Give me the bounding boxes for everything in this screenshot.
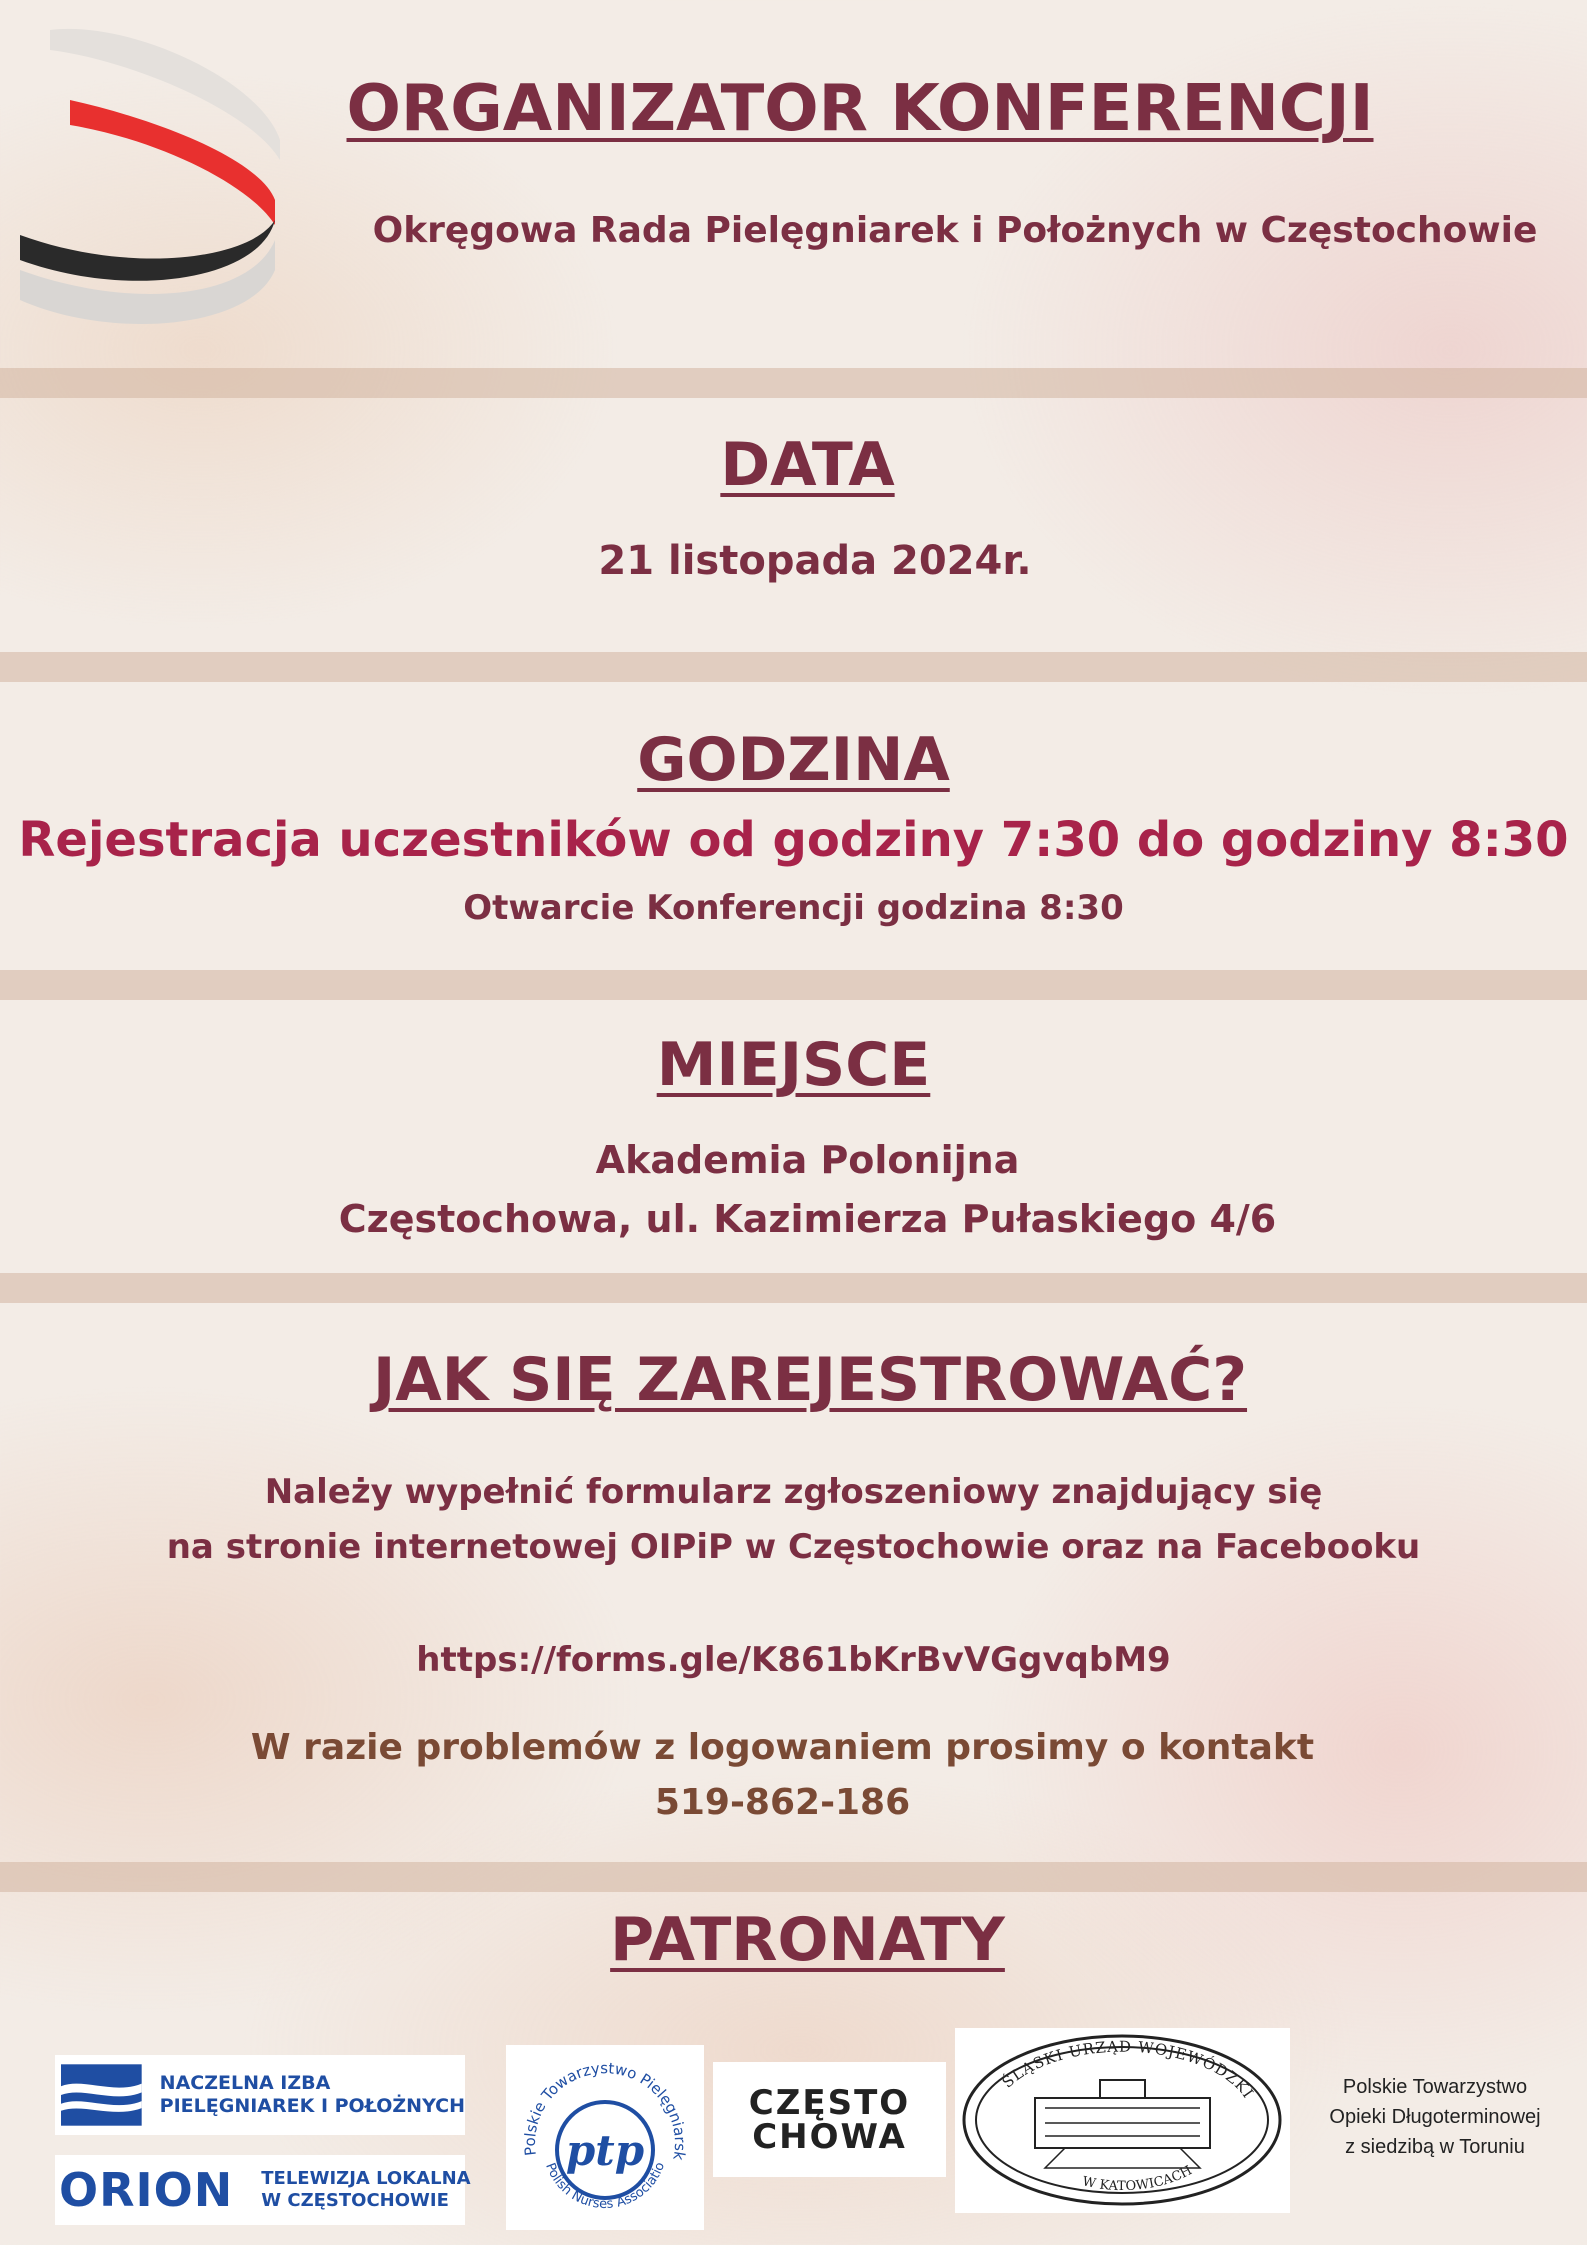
nipip-logo — [55, 2055, 465, 2135]
date-value: 21 listopada 2024r. — [598, 538, 1032, 584]
nipip-text: NACZELNA IZBA PIELĘGNIAREK I POŁOŻNYCH — [159, 2072, 465, 2117]
suw-logo — [955, 2028, 1290, 2213]
organizer-heading: ORGANIZATOR KONFERENCJI — [346, 72, 1374, 146]
registration-link[interactable]: https://forms.gle/K861bKrBvVGgvqbM9 — [416, 1640, 1171, 1680]
suw-text-top: ŚLĄSKI URZĄD WOJEWÓDZKI — [998, 2037, 1258, 2102]
organizer-name: Okręgowa Rada Pielęgniarek i Położnych w Częstochowie — [372, 210, 1538, 251]
section-divider — [0, 970, 1587, 1000]
register-instruction-line2: na stronie internetowej OIPiP w Częstochowie oraz na Facebooku — [166, 1527, 1421, 1567]
section-divider — [0, 1862, 1587, 1892]
section-divider — [0, 368, 1587, 398]
suw-text-bottom: W KATOWICACH — [1080, 2163, 1195, 2195]
contact-phone: 519-862-186 — [654, 1782, 911, 1823]
ptp-text: Polskie Towarzystwo Pielęgniarsk — [520, 2059, 690, 2162]
orion-text: TELEWIZJA LOKALNA W CZĘSTOCHOWIE — [261, 2168, 471, 2211]
suw-building-icon — [955, 2028, 1290, 2213]
contact-text: W razie problemów z logowaniem prosimy o kontakt — [250, 1727, 1315, 1768]
ptp-text-en: Polish Nurses Associatio — [542, 2160, 669, 2213]
svg-text:ŚLĄSKI URZĄD WOJEWÓDZKI — [999, 2038, 1258, 2102]
date-heading: DATA — [720, 430, 895, 500]
venue-address: Częstochowa, ul. Kazimierza Pułaskiego 4/6 — [338, 1197, 1277, 1241]
register-heading: JAK SIĘ ZAREJESTROWAĆ? — [372, 1345, 1248, 1415]
section-divider — [0, 652, 1587, 682]
ptp-logo — [506, 2045, 704, 2230]
patronage-heading: PATRONATY — [610, 1905, 1005, 1975]
register-instruction-line1: Należy wypełnić formularz zgłoszeniowy znajdujący się — [264, 1472, 1323, 1512]
opening-time: Otwarcie Konferencji godzina 8:30 — [463, 888, 1124, 928]
czestochowa-logo — [713, 2062, 946, 2177]
ribbon-logo-icon — [10, 20, 300, 340]
section-divider — [0, 1273, 1587, 1303]
nipip-waves-icon — [61, 2060, 142, 2130]
time-heading: GODZINA — [637, 725, 950, 795]
venue-name: Akademia Polonijna — [595, 1138, 1020, 1182]
orion-logo — [55, 2155, 471, 2225]
place-heading: MIEJSCE — [656, 1030, 931, 1100]
orion-name: ORION — [59, 2163, 234, 2217]
registration-time: Rejestracja uczestników od godziny 7:30 do godziny 8:30 — [18, 812, 1569, 868]
ptp-emblem-icon — [506, 2045, 704, 2230]
ptodt-text: Polskie Towarzystwo Opieki Długoterminowej z siedzibą w Toruniu — [1329, 2076, 1541, 2158]
svg-text:ptp: ptp — [565, 2126, 645, 2175]
czestochowa-text: CZĘSTOCHOWA — [748, 2082, 911, 2157]
